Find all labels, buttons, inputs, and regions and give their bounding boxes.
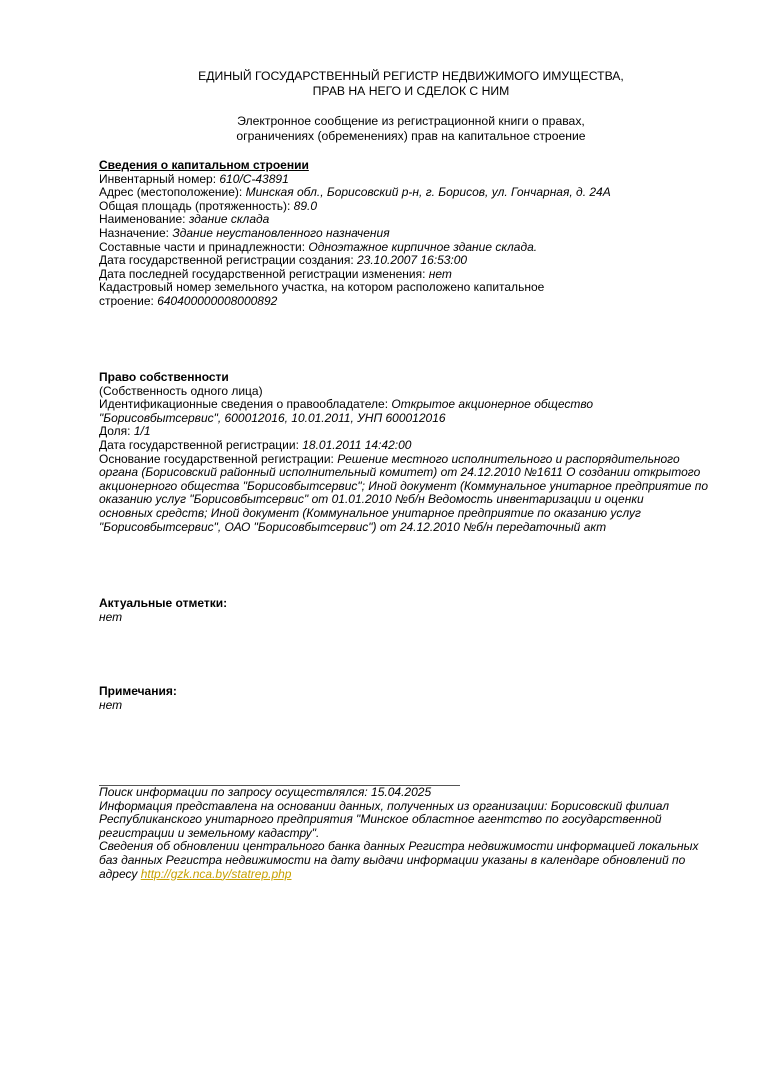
address-value: Минская обл., Борисовский р-н, г. Борисов, ул. Гончарная, д. 24А xyxy=(245,185,611,200)
address-label: Адрес (местоположение): xyxy=(99,185,246,200)
basis-line-2: органа (Борисовский районный исполнительный комитет) от 24.12.2010 №1611 О создании открытого xyxy=(99,465,701,480)
building-section-title: Сведения о капитальном строении xyxy=(99,158,309,172)
cadastral-row xyxy=(99,295,739,309)
area-row xyxy=(99,200,739,214)
name-row xyxy=(99,213,739,227)
last-change-value: нет xyxy=(428,266,452,281)
basis-line-5: основных средств; Иной документ (Коммунальное унитарное предприятие по оказанию услуг xyxy=(99,505,641,520)
document-subtitle xyxy=(0,114,772,143)
ownership-section xyxy=(99,371,739,534)
update-line-3-prefix: адресу xyxy=(99,866,141,881)
address-row xyxy=(99,186,739,200)
update-line-1: Сведения об обновлении центрального банка данных Регистра недвижимости информацией локальных xyxy=(99,839,699,854)
notes-title: Примечания: xyxy=(99,684,177,698)
inventory-value: 610/C-43891 xyxy=(219,171,289,186)
source-line-3: регистрации и земельному кадастру". xyxy=(99,825,320,840)
basis-line-4: оказанию услуг "Борисовбытсервис" от 01.01.2010 №б/н Ведомость инвентаризации и оценки xyxy=(99,492,644,507)
current-marks-value: нет xyxy=(99,609,123,624)
source-line-2: Республиканского унитарного предприятия "Минское областное агентство по государственной xyxy=(99,812,662,827)
name-value: здание склада xyxy=(188,212,270,227)
basis-line-1: Решение местного исполнительного и распорядительного xyxy=(337,451,680,466)
name-label: Наименование: xyxy=(99,212,189,227)
created-value: 23.10.2007 16:53:00 xyxy=(357,253,468,268)
share-row xyxy=(99,425,739,439)
title-line-2: ПРАВ НА НЕГО И СДЕЛОК С НИМ xyxy=(312,84,510,98)
parts-value: Одноэтажное кирпичное здание склада. xyxy=(308,239,538,254)
notes-section xyxy=(99,685,739,712)
document-title xyxy=(0,69,772,99)
search-date-line: Поиск информации по запросу осуществлялся: 15.04.2025 xyxy=(99,785,432,799)
ownership-section-title: Право собственности xyxy=(99,370,229,384)
last-change-row xyxy=(99,268,739,282)
parts-row xyxy=(99,241,739,255)
inventory-row xyxy=(99,173,739,187)
ownership-type: (Собственность одного лица) xyxy=(99,383,263,398)
basis-row xyxy=(99,453,739,467)
holder-value-line-1: Открытое акционерное общество xyxy=(391,397,594,412)
subtitle-line-2: ограничениях (обременениях) прав на капитальное строение xyxy=(236,128,586,143)
holder-label: Идентификационные сведения о правообладателе: xyxy=(99,397,392,412)
share-label: Доля: xyxy=(99,424,134,439)
purpose-value: Здание неустановленного назначения xyxy=(172,225,390,240)
title-line-1: ЕДИНЫЙ ГОСУДАРСТВЕННЫЙ РЕГИСТР НЕДВИЖИМОГО ИМУЩЕСТВА, xyxy=(198,69,624,83)
reg-date-value: 18.01.2011 14:42:00 xyxy=(302,437,412,452)
cadastral-value: 640400000008000892 xyxy=(157,293,278,308)
building-section xyxy=(99,159,739,309)
created-label: Дата государственной регистрации создания: xyxy=(99,253,357,268)
basis-line-3: акционерного общества "Борисовбытсервис"; Иной документ (Коммунальное унитарное предприятие по xyxy=(99,478,709,493)
footer-section xyxy=(99,786,739,881)
parts-label: Составные части и принадлежности: xyxy=(99,239,309,254)
cadastral-label-line-1: Кадастровый номер земельного участка, на котором расположено капитальное xyxy=(99,280,545,295)
current-marks-section xyxy=(99,597,739,624)
holder-value-line-2: "Борисовбытсервис", 600012016, 10.01.2011, УНП 600012016 xyxy=(99,410,446,425)
cadastral-label-line-2: строение: xyxy=(99,293,158,308)
current-marks-title: Актуальные отметки: xyxy=(99,596,228,610)
last-change-label: Дата последней государственной регистрации изменения: xyxy=(99,266,429,281)
area-label: Общая площадь (протяженность): xyxy=(99,198,294,213)
source-line-1: Информация представлена на основании данных, полученных из организации: Борисовский филиал xyxy=(99,798,670,813)
holder-row xyxy=(99,398,739,412)
reg-date-label: Дата государственной регистрации: xyxy=(99,437,303,452)
area-value: 89.0 xyxy=(293,198,318,213)
share-value: 1/1 xyxy=(133,424,151,439)
inventory-label: Инвентарный номер: xyxy=(99,171,220,186)
reg-date-row xyxy=(99,439,739,453)
statrep-link[interactable]: http://gzk.nca.by/statrep.php xyxy=(140,866,292,881)
purpose-label: Назначение: xyxy=(99,225,173,240)
created-row xyxy=(99,254,739,268)
basis-label: Основание государственной регистрации: xyxy=(99,451,338,466)
subtitle-line-1: Электронное сообщение из регистрационной книги о правах, xyxy=(237,114,585,128)
update-line-3 xyxy=(99,868,739,882)
notes-value: нет xyxy=(99,697,123,712)
basis-line-6: "Борисовбытсервис", ОАО "Борисовбытсервис") от 24.12.2010 №б/н передаточный акт xyxy=(99,519,607,534)
purpose-row xyxy=(99,227,739,241)
update-line-2: баз данных Регистра недвижимости на дату выдачи информации указаны в календаре обновлений по xyxy=(99,852,686,867)
